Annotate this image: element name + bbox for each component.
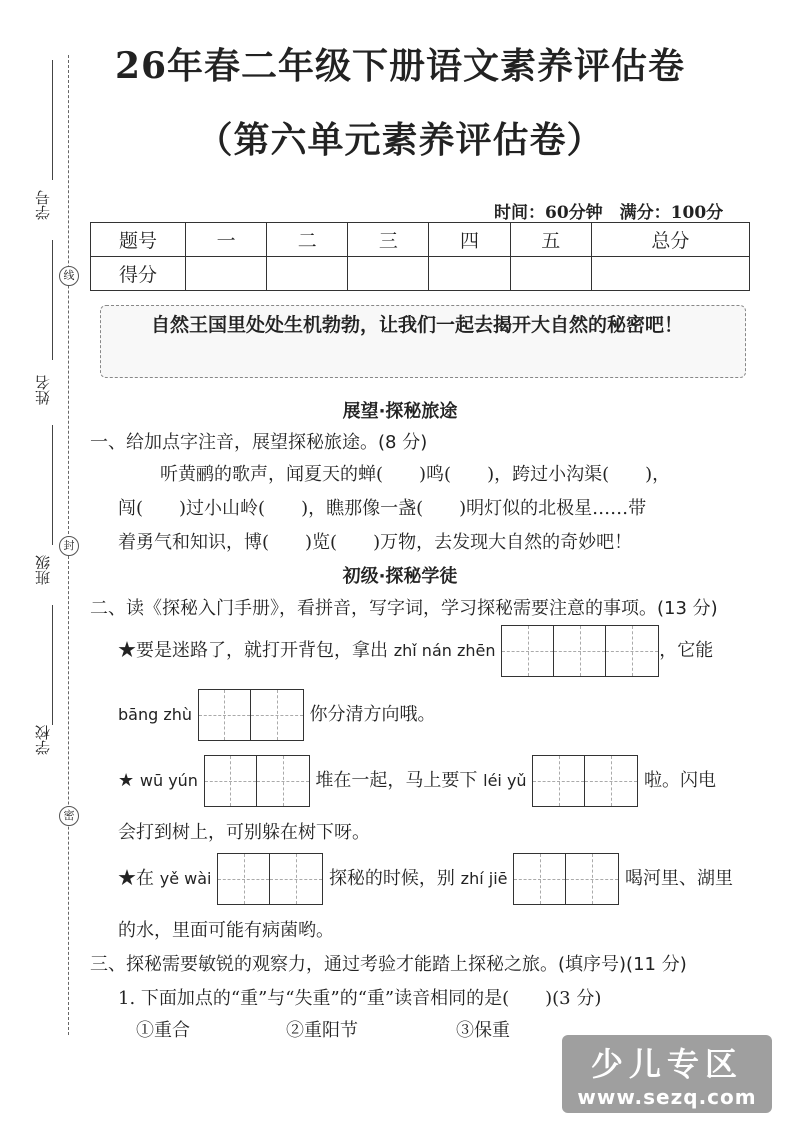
q1-line-3: 着勇气和知识，博( )览( )万物，去发现大自然的奇妙吧！: [118, 532, 633, 553]
writing-grid[interactable]: [204, 755, 310, 807]
table-cell: 四: [429, 223, 510, 257]
q2-row-6: 的水，里面可能有病菌哟。: [118, 920, 334, 941]
school-underline: [52, 605, 53, 725]
score-input-cell[interactable]: [348, 257, 429, 291]
class-underline: [52, 425, 53, 545]
watermark-url: www.sezq.com: [577, 1085, 757, 1109]
intro-text: 自然王国里处处生机勃勃，让我们一起去揭开大自然的秘密吧！: [151, 314, 684, 336]
question-3-heading: 三、探秘需要敏锐的观察力，通过考验才能踏上探秘之旅。(填序号)(11 分): [90, 954, 687, 975]
page-title: 26年春二年级下册语文素养评估卷: [114, 45, 686, 87]
q2-row-3: [118, 754, 716, 808]
table-cell: 总分: [591, 223, 749, 257]
table-cell: 五: [510, 223, 591, 257]
pinyin: wū yún: [139, 771, 198, 790]
q2-row-1: [118, 624, 713, 678]
table-row: [91, 257, 750, 291]
score-input-cell[interactable]: [591, 257, 749, 291]
writing-grid[interactable]: [513, 853, 619, 905]
name-label: 姓名: [34, 375, 52, 405]
student-id-label: 学号: [34, 190, 52, 220]
id-underline: [52, 60, 53, 180]
score-input-cell[interactable]: [429, 257, 510, 291]
q1-line-2: 闯( )过小山岭( )，瞧那像一盏( )明灯似的北极星……带: [118, 498, 647, 519]
q3-option-1[interactable]: ①重合: [136, 1020, 190, 1041]
table-cell: 得分: [91, 257, 186, 291]
q1-line-1: 听黄鹂的歌声，闻夏天的蝉( )鸣( )，跨过小沟渠( )，: [160, 464, 671, 485]
q2-text: ★在: [118, 868, 154, 889]
time-score-info: 时间：60分钟 满分：100分: [494, 203, 724, 223]
q2-text: ，它能: [659, 640, 714, 661]
site-watermark: [562, 1035, 772, 1113]
q2-text: ★: [118, 770, 135, 791]
q2-text: ★要是迷路了，就打开背包，拿出: [118, 640, 388, 661]
q2-row-5: [118, 852, 733, 906]
q2-text: 喝河里、湖里: [624, 868, 733, 889]
table-cell: 三: [348, 223, 429, 257]
q2-text: 啦。闪电: [644, 770, 717, 791]
name-underline: [52, 240, 53, 360]
pinyin: zhí jiē: [460, 869, 508, 888]
writing-grid[interactable]: [532, 755, 638, 807]
pinyin: yě wài: [159, 869, 212, 888]
q2-row-4: 会打到树上，可别躲在树下呀。: [118, 822, 370, 843]
q3-subquestion-1: 1. 下面加点的“重”与“失重”的“重”读音相同的是( )(3 分): [118, 988, 602, 1009]
q2-text: 探秘的时候，别: [328, 868, 455, 889]
table-cell: 题号: [91, 223, 186, 257]
section-title-1: 展望·探秘旅途: [342, 401, 458, 422]
pinyin: zhǐ nán zhēn: [393, 641, 496, 660]
q2-text: 你分清方向哦。: [309, 704, 436, 725]
table-cell: 一: [186, 223, 267, 257]
pinyin: bāng zhù: [118, 705, 193, 724]
q3-option-2[interactable]: ②重阳节: [286, 1020, 358, 1041]
question-2-heading: 二、读《探秘入门手册》，看拼音，写字词，学习探秘需要注意的事项。(13 分): [90, 598, 718, 619]
writing-grid[interactable]: [217, 853, 323, 905]
pinyin: léi yǔ: [483, 771, 527, 790]
table-cell: 二: [267, 223, 348, 257]
school-label: 学校: [34, 725, 52, 755]
q3-option-3[interactable]: ③保重: [456, 1020, 510, 1041]
line-mark: 线: [59, 266, 79, 286]
section-title-2: 初级·探秘学徒: [342, 566, 458, 587]
score-input-cell[interactable]: [186, 257, 267, 291]
seal-mark: 封: [59, 536, 79, 556]
page-subtitle: （第六单元素养评估卷）: [196, 119, 604, 161]
dense-mark: 密: [59, 806, 79, 826]
class-label: 班级: [34, 555, 52, 585]
score-input-cell[interactable]: [510, 257, 591, 291]
watermark-title: 少儿专区: [590, 1045, 743, 1083]
question-1-heading: 一、给加点字注音，展望探秘旅途。(8 分): [90, 432, 428, 453]
writing-grid[interactable]: [198, 689, 304, 741]
writing-grid[interactable]: [501, 625, 659, 677]
score-table: [90, 222, 750, 291]
table-row: [91, 223, 750, 257]
q2-text: 堆在一起，马上要下: [315, 770, 478, 791]
q2-row-2: [118, 688, 436, 742]
intro-box: [100, 305, 746, 378]
score-input-cell[interactable]: [267, 257, 348, 291]
